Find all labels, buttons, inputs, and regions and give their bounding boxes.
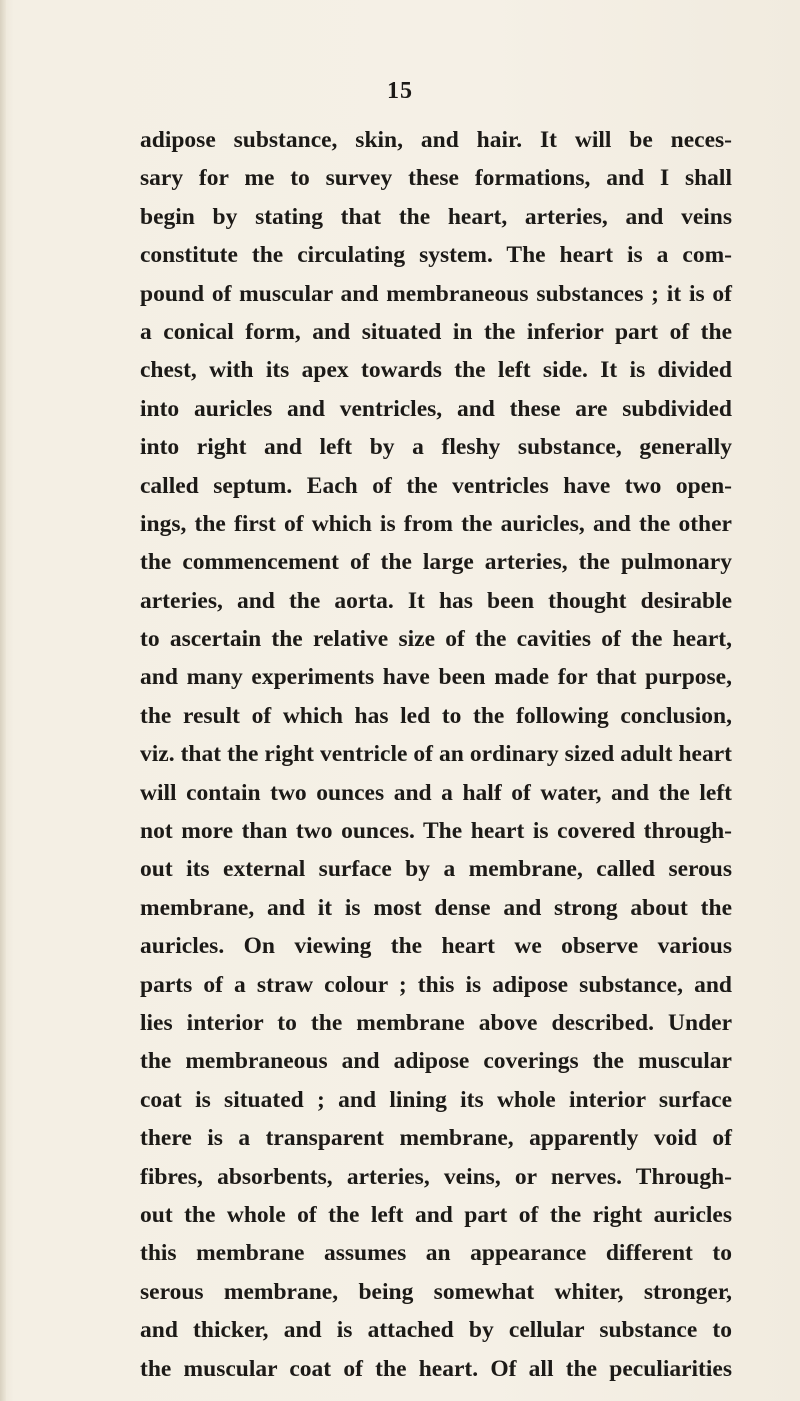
- text-line: the muscular coat of the heart. Of all the peculiarities: [140, 1355, 732, 1382]
- text-line: fibres, absorbents, arteries, veins, or nerves. Through-: [140, 1163, 732, 1190]
- text-line: adipose substance, skin, and hair. It will be neces-: [140, 127, 732, 153]
- text-line: out its external surface by a membrane, called serous: [140, 856, 732, 883]
- text-line: and thicker, and is attached by cellular substance to: [140, 1317, 732, 1344]
- text-line: the membraneous and adipose coverings the muscular: [140, 1048, 732, 1075]
- text-line: called septum. Each of the ventricles have two open-: [140, 472, 732, 499]
- text-line: lies interior to the membrane above described. Under: [140, 1009, 732, 1036]
- text-line: there is a transparent membrane, apparently void of: [140, 1125, 732, 1152]
- body-text: [140, 121, 732, 1388]
- text-line: the result of which has led to the following conclusion,: [140, 702, 732, 729]
- text-line: serous membrane, being somewhat whiter, stronger,: [140, 1278, 732, 1305]
- text-line: constitute the circulating system. The heart is a com-: [140, 242, 732, 269]
- page-binding-edge: [0, 0, 6, 1401]
- text-line: parts of a straw colour ; this is adipose substance, and: [140, 971, 732, 998]
- text-line: sary for me to survey these formations, and I shall: [140, 165, 732, 192]
- text-line: chest, with its apex towards the left side. It is divided: [140, 357, 732, 384]
- text-line: will contain two ounces and a half of water, and the left: [140, 779, 732, 806]
- text-line: not more than two ounces. The heart is covered through-: [140, 818, 732, 845]
- text-line: the commencement of the large arteries, the pulmonary: [140, 549, 732, 576]
- text-line: auricles. On viewing the heart we observe various: [140, 933, 732, 960]
- text-line: and many experiments have been made for that purpose,: [140, 664, 732, 691]
- text-line: pound of muscular and membraneous substances ; it is of: [140, 280, 732, 307]
- text-line: to ascertain the relative size of the cavities of the heart,: [140, 626, 732, 653]
- text-line: into auricles and ventricles, and these are subdivided: [140, 395, 732, 422]
- text-line: into right and left by a fleshy substance, generally: [140, 434, 732, 461]
- text-line: coat is situated ; and lining its whole interior surface: [140, 1086, 732, 1113]
- page-number: 15: [387, 78, 413, 104]
- text-line: viz. that the right ventricle of an ordinary sized adult heart: [140, 741, 732, 768]
- text-line: begin by stating that the heart, arteries, and veins: [140, 203, 732, 230]
- text-line: arteries, and the aorta. It has been thought desirable: [140, 587, 732, 614]
- text-line: ings, the first of which is from the auricles, and the other: [140, 510, 732, 537]
- text-line: a conical form, and situated in the inferior part of the: [140, 318, 732, 345]
- text-line: out the whole of the left and part of the right auricles: [140, 1201, 732, 1228]
- text-line: this membrane assumes an appearance different to: [140, 1240, 732, 1267]
- text-line: membrane, and it is most dense and strong about the: [140, 894, 732, 921]
